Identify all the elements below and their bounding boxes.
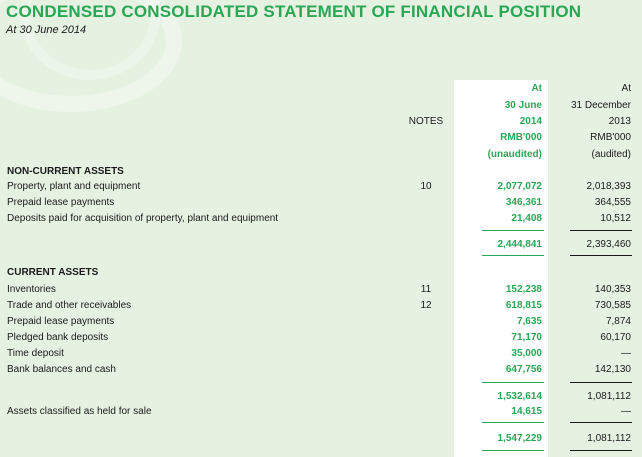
row-value-2013: —: [621, 348, 631, 359]
row-label: Prepaid lease payments: [7, 316, 115, 327]
row-value-2013: —: [621, 406, 631, 417]
row-label: Inventories: [7, 284, 56, 295]
row-label: Trade and other receivables: [7, 300, 132, 311]
total-value-2013: 1,081,112: [587, 433, 631, 444]
row-value-2013: 140,353: [594, 284, 631, 295]
section-heading-non-current: NON-CURRENT ASSETS: [7, 166, 124, 177]
subtotal-value-2013: 1,081,112: [587, 391, 631, 402]
total-rule-2014: [482, 255, 544, 256]
col-2013-header-line: RMB'000: [590, 132, 631, 143]
row-label: Pledged bank deposits: [7, 332, 109, 343]
total-rule-2013: [570, 422, 632, 423]
row-value-2013: 7,874: [605, 316, 631, 327]
row-value-2014: 21,408: [511, 213, 542, 224]
col-2013-header-line: (audited): [591, 149, 631, 160]
total-value-2014: 1,547,229: [497, 433, 542, 444]
page-subtitle: At 30 June 2014: [6, 24, 87, 36]
row-label: Assets classified as held for sale: [7, 406, 152, 417]
col-2014-header-line: At: [531, 83, 542, 94]
row-label: Bank balances and cash: [7, 364, 116, 375]
row-value-2014: 647,756: [505, 364, 542, 375]
row-value-2014: 2,077,072: [497, 181, 542, 192]
total-value-2014: 2,444,841: [497, 239, 542, 250]
notes-column-header: NOTES: [408, 116, 444, 127]
col-2014-header-line: RMB'000: [500, 132, 542, 143]
row-label: Deposits paid for acquisition of property, plant and equipment: [7, 213, 279, 224]
row-value-2014: 71,170: [511, 332, 542, 343]
total-rule-2014: [482, 450, 544, 451]
total-rule-2014: [482, 230, 544, 231]
row-value-2014: 35,000: [511, 348, 542, 359]
row-label: Prepaid lease payments: [7, 197, 115, 208]
subtotal-rule-2013: [570, 382, 632, 383]
total-rule-2013: [570, 230, 632, 231]
col-2014-header-line: 30 June: [504, 100, 542, 111]
total-value-2013: 2,393,460: [586, 239, 631, 250]
row-value-2013: 142,130: [594, 364, 631, 375]
total-rule-2013: [570, 255, 632, 256]
total-rule-2014: [482, 422, 544, 423]
row-value-2013: 2,018,393: [586, 181, 631, 192]
subtotal-rule-2014: [482, 382, 544, 383]
section-heading-current: CURRENT ASSETS: [7, 267, 99, 278]
col-2013-header-line: 31 December: [570, 100, 631, 111]
row-value-2014: 14,615: [511, 406, 542, 417]
row-value-2014: 7,635: [516, 316, 542, 327]
col-2013-header-line: 2013: [608, 116, 631, 127]
row-value-2013: 60,170: [600, 332, 631, 343]
total-rule-2013: [570, 450, 632, 451]
row-value-2014: 618,815: [505, 300, 542, 311]
page-title: CONDENSED CONSOLIDATED STATEMENT OF FINANCIAL POSITION: [6, 2, 582, 21]
row-value-2013: 364,555: [594, 197, 631, 208]
row-label: Property, plant and equipment: [7, 181, 141, 192]
col-2013-header-line: At: [621, 83, 631, 94]
row-note: 11: [420, 284, 432, 295]
row-value-2013: 730,585: [594, 300, 631, 311]
row-value-2014: 346,361: [505, 197, 542, 208]
col-2014-header-line: (unaudited): [487, 149, 542, 160]
subtotal-value-2014: 1,532,614: [497, 391, 542, 402]
row-value-2014: 152,238: [505, 284, 542, 295]
row-label: Time deposit: [7, 348, 64, 359]
row-value-2013: 10,512: [600, 213, 631, 224]
row-note: 12: [420, 300, 432, 311]
col-2014-header-line: 2014: [519, 116, 542, 127]
row-note: 10: [420, 181, 432, 192]
